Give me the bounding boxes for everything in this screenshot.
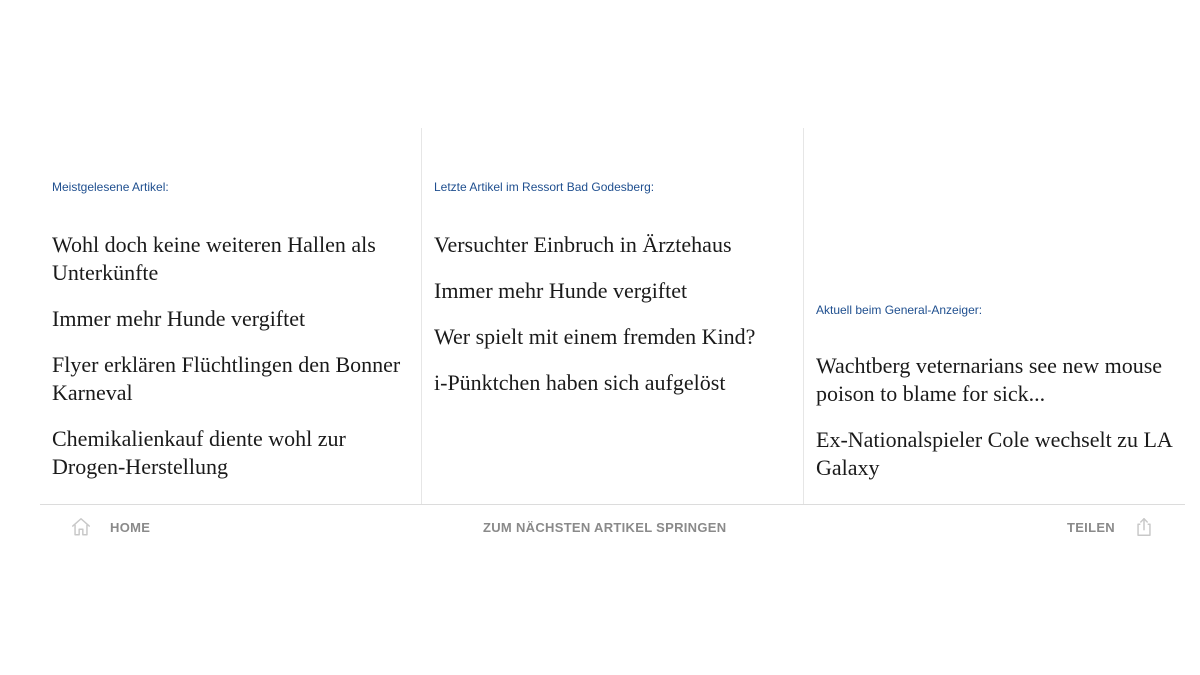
share-label: TEILEN	[1066, 519, 1115, 535]
article-recommendations-panel	[40, 128, 1185, 504]
article-link[interactable]: Versuchter Einbruch in Ärztehaus	[434, 232, 732, 257]
latest-in-section-column	[422, 128, 804, 504]
latest-in-section-list	[434, 231, 795, 415]
most-read-label: Meistgelesene Artikel:	[52, 180, 169, 194]
article-link[interactable]: Immer mehr Hunde vergiftet	[434, 278, 688, 303]
article-link[interactable]: Ex-Nationalspieler Cole wechselt zu LA Galaxy	[816, 427, 1172, 480]
next-article-button[interactable]: ZUM NÄCHSTEN ARTIKEL SPRINGEN	[483, 520, 727, 535]
article-link[interactable]: Chemikalienkauf diente wohl zur Drogen-Herstellung	[52, 426, 346, 479]
article-link[interactable]: Wer spielt mit einem fremden Kind?	[434, 324, 756, 349]
home-icon	[70, 516, 92, 538]
article-link[interactable]: Wachtberg veternarians see new mouse poison to blame for sick...	[816, 353, 1163, 406]
most-read-column	[40, 128, 422, 504]
article-link[interactable]: Flyer erklären Flüchtlingen den Bonner Karneval	[52, 352, 401, 405]
home-label: HOME	[110, 519, 151, 535]
article-footer-bar	[40, 505, 1185, 551]
current-news-list	[816, 352, 1177, 500]
most-read-list	[52, 231, 413, 499]
latest-in-section-label: Letzte Artikel im Ressort Bad Godesberg:	[434, 180, 655, 194]
share-button[interactable]	[1067, 515, 1155, 539]
article-link[interactable]: Wohl doch keine weiteren Hallen als Unterkünfte	[52, 232, 376, 285]
article-link[interactable]: i-Pünktchen haben sich aufgelöst	[434, 370, 726, 395]
current-news-column	[804, 128, 1185, 504]
home-button[interactable]	[70, 515, 150, 539]
current-news-label: Aktuell beim General-Anzeiger:	[816, 303, 983, 317]
share-icon	[1133, 516, 1155, 538]
article-link[interactable]: Immer mehr Hunde vergiftet	[52, 306, 306, 331]
